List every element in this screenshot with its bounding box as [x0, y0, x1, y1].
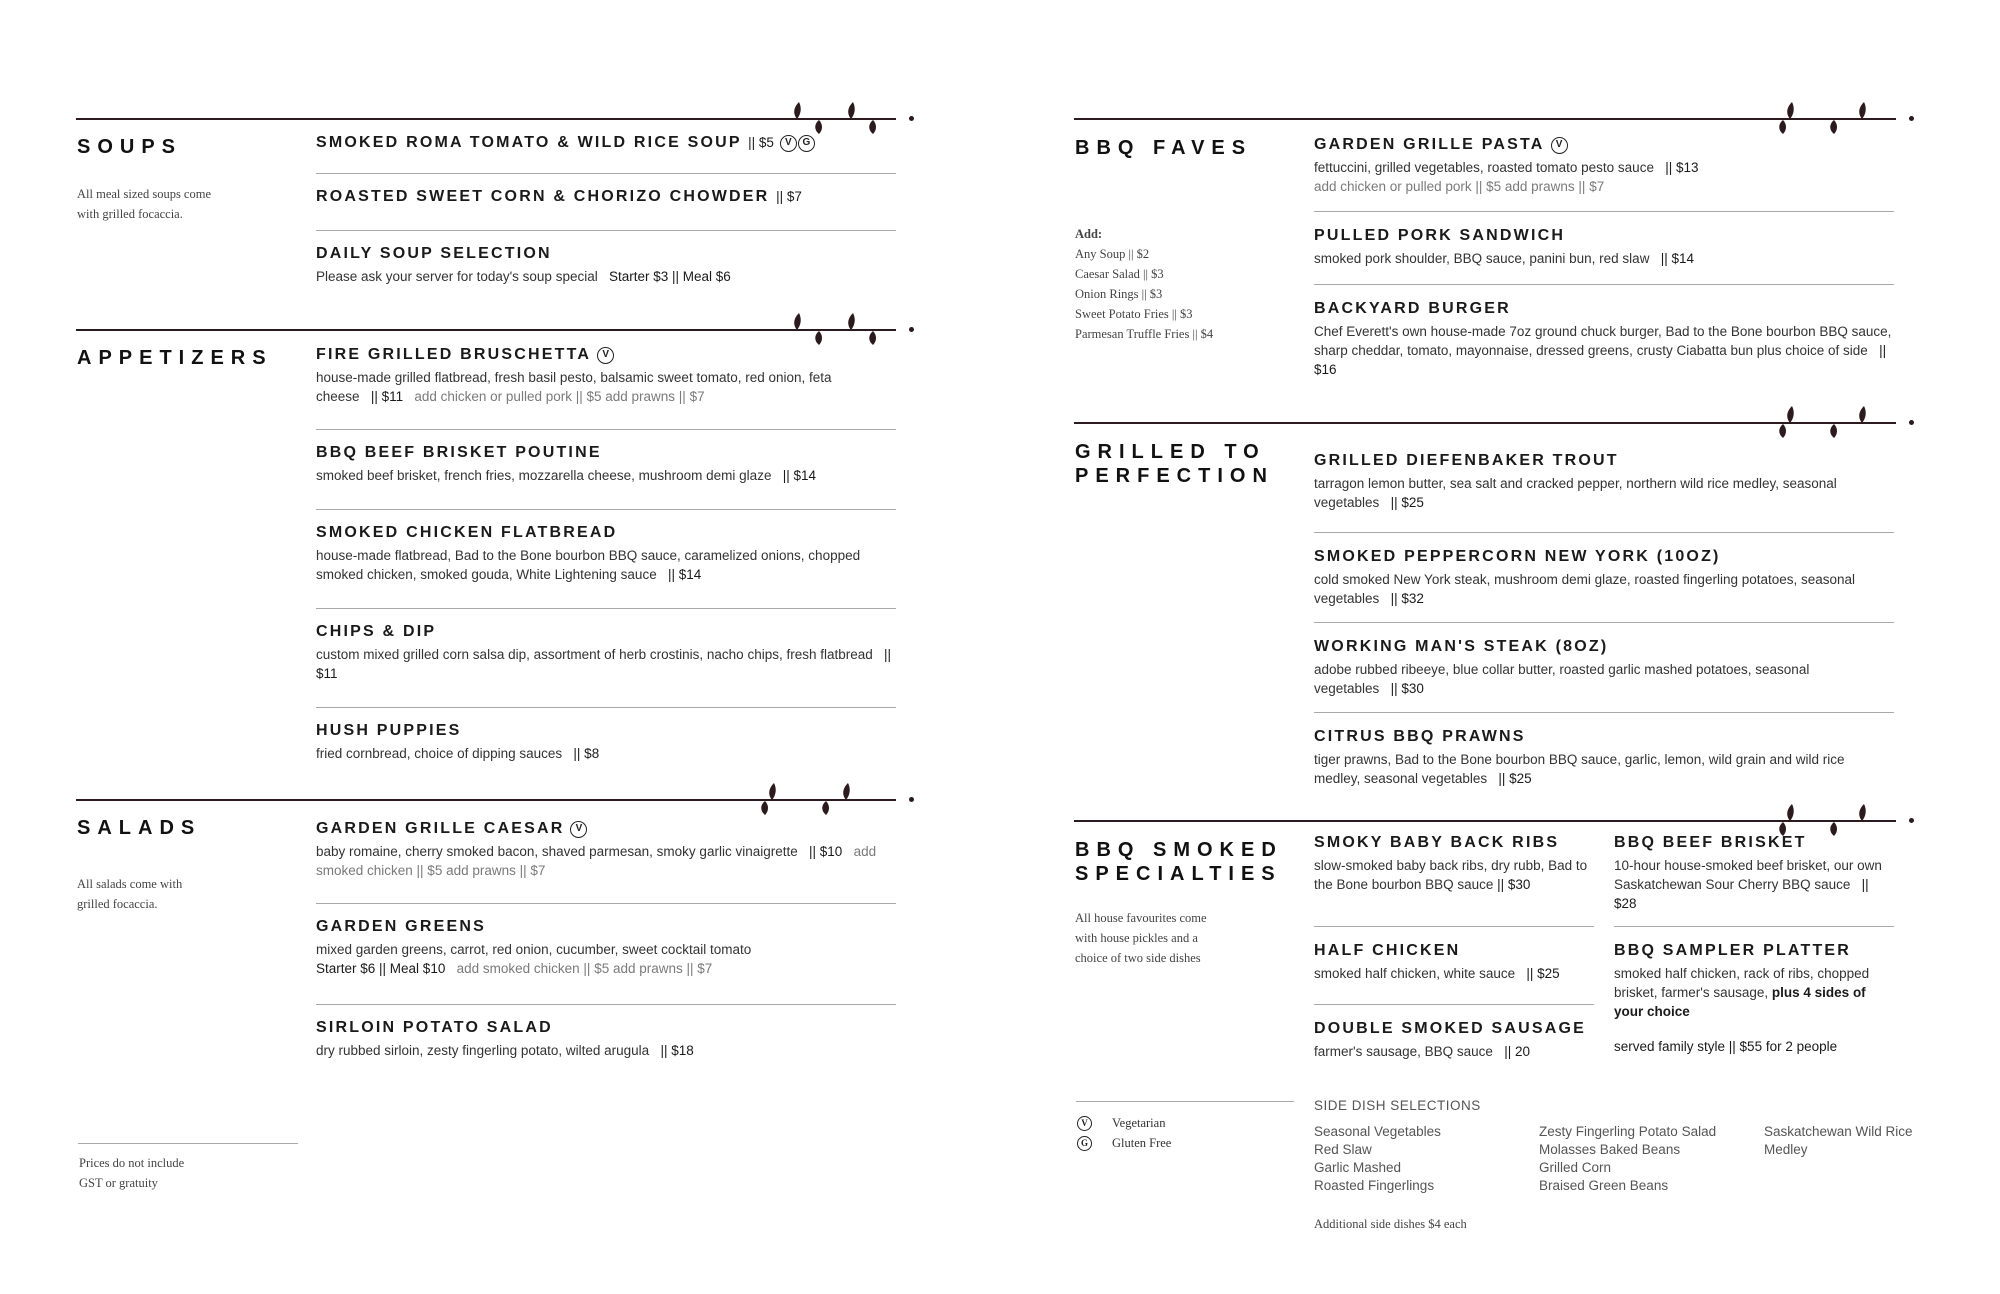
divider	[316, 608, 896, 609]
item-desc: smoked half chicken, white sauce	[1314, 966, 1516, 981]
item-name: CITRUS BBQ PRAWNS	[1314, 728, 1526, 745]
item-name: GRILLED DIEFENBAKER TROUT	[1314, 452, 1619, 469]
item-price: || $14	[667, 567, 702, 582]
item-desc: dry rubbed sirloin, zesty fingerling potato, wilted arugula	[316, 1043, 650, 1058]
item-price: || $28	[1614, 877, 1869, 911]
item-desc: slow-smoked baby back ribs, dry rubb, Bad to the Bone bourbon BBQ sauce	[1314, 858, 1588, 892]
item-name: BBQ SAMPLER PLATTER	[1614, 942, 1852, 959]
gluten-free-icon: G	[798, 135, 815, 152]
item-name: GARDEN GRILLE CAESAR	[316, 820, 565, 837]
section-title-line: SPECIALTIES	[1075, 863, 1282, 885]
add-on-item: Onion Rings || $3	[1075, 287, 1163, 301]
item-price: || $10	[809, 844, 843, 859]
menu-item	[316, 621, 896, 683]
divider	[1314, 622, 1894, 623]
section-note-soups: All meal sized soups come with grilled focaccia.	[77, 187, 211, 221]
item-name: CHIPS & DIP	[316, 623, 437, 640]
item-price: || $14	[1660, 251, 1694, 266]
item-name: ROASTED SWEET CORN & CHORIZO CHOWDER	[316, 188, 770, 205]
add-on-item: Caesar Salad || $3	[1075, 267, 1164, 281]
section-title-salads: SALADS	[77, 817, 202, 839]
item-price: Starter $3 || Meal $6	[608, 269, 731, 284]
item-price: || $13	[1665, 160, 1699, 175]
item-price: || $30	[1390, 681, 1424, 696]
item-price: Starter $6 || Meal $10	[316, 961, 446, 976]
item-desc: house-made grilled flatbread, fresh basil pesto, balsamic sweet tomato, red onion, feta cheese	[316, 370, 832, 404]
item-desc: 10-hour house-smoked beef brisket, our own Saskatchewan Sour Cherry BBQ sauce	[1614, 858, 1882, 892]
divider	[1314, 211, 1894, 212]
divider	[316, 173, 896, 174]
item-addon: add smoked chicken || $5 add prawns || $7	[456, 961, 713, 976]
add-ons-title: Add:	[1075, 227, 1103, 241]
divider	[1076, 1101, 1294, 1102]
add-on-item: Sweet Potato Fries || $3	[1075, 307, 1193, 321]
item-price: || $16	[1314, 343, 1887, 377]
item-price: || 20	[1504, 1044, 1530, 1059]
prices-note: Prices do not include GST or gratuity	[79, 1156, 185, 1190]
item-name: SMOKED ROMA TOMATO & WILD RICE SOUP	[316, 134, 742, 151]
divider	[1314, 1004, 1594, 1005]
menu-item	[1314, 1018, 1594, 1061]
section-title-line: BBQ SMOKED	[1075, 839, 1283, 861]
item-highlight: plus 4 sides of your choice	[1614, 985, 1866, 1019]
item-name: GARDEN GREENS	[316, 918, 486, 935]
section-note-salads: All salads come with grilled focaccia.	[77, 877, 183, 911]
menu-item	[1314, 450, 1894, 512]
item-desc: fried cornbread, choice of dipping sauces	[316, 746, 563, 761]
item-price: || $11	[316, 647, 892, 681]
menu-item	[1314, 134, 1894, 196]
side-dishes-column: Zesty Fingerling Potato Salad Molasses Baked Beans Grilled Corn Braised Green Beans	[1539, 1124, 1717, 1193]
item-desc: custom mixed grilled corn salsa dip, assortment of herb crostinis, nacho chips, fresh flatbread	[316, 647, 873, 662]
menu-item	[316, 522, 896, 584]
vegetarian-icon: V	[1077, 1116, 1092, 1131]
item-name: HALF CHICKEN	[1314, 942, 1461, 959]
divider	[1314, 532, 1894, 533]
item-desc: house-made flatbread, Bad to the Bone bourbon BBQ sauce, caramelized onions, chopped smoked chicken, smoked gouda, White Lightening sauce	[316, 548, 861, 582]
add-on-item: Any Soup || $2	[1075, 247, 1150, 261]
section-title-bbq-faves: BBQ FAVES	[1075, 137, 1253, 159]
item-price: || $5	[748, 135, 774, 150]
item-name: DOUBLE SMOKED SAUSAGE	[1314, 1020, 1586, 1037]
divider	[316, 1004, 896, 1005]
menu-item	[1614, 940, 1894, 1056]
leaf-ornament-icon	[1774, 100, 1884, 136]
item-desc: mixed garden greens, carrot, red onion, cucumber, sweet cocktail tomato	[316, 942, 752, 957]
item-name: WORKING MAN'S STEAK (8OZ)	[1314, 638, 1609, 655]
item-addon: add chicken or pulled pork || $5 add prawns || $7	[414, 389, 705, 404]
menu-item	[316, 1017, 896, 1060]
item-name: GARDEN GRILLE PASTA	[1314, 136, 1545, 153]
item-desc: adobe rubbed ribeeye, blue collar butter, roasted garlic mashed potatoes, seasonal vegetables	[1314, 662, 1810, 696]
add-ons-list	[1075, 224, 1213, 344]
item-price: || $11	[370, 389, 404, 404]
item-price: || $25	[1526, 966, 1560, 981]
item-desc: cold smoked New York steak, mushroom demi glaze, roasted fingerling potatoes, seasonal vegetables	[1314, 572, 1856, 606]
item-price: || $8	[573, 746, 600, 761]
item-name: BBQ BEEF BRISKET POUTINE	[316, 444, 602, 461]
menu-item	[1314, 546, 1894, 608]
item-name: HUSH PUPPIES	[316, 722, 462, 739]
divider	[1314, 712, 1894, 713]
side-dishes-footer: Additional side dishes $4 each	[1314, 1217, 1467, 1231]
item-desc: smoked pork shoulder, BBQ sauce, panini bun, red slaw	[1314, 251, 1650, 266]
divider	[316, 903, 896, 904]
divider	[316, 707, 896, 708]
item-price: || $25	[1498, 771, 1532, 786]
vegetarian-icon: V	[1551, 137, 1568, 154]
menu-item	[1314, 225, 1894, 268]
item-price: || $7	[776, 189, 802, 204]
menu-item	[316, 344, 896, 406]
menu-item	[316, 243, 896, 286]
divider	[1314, 926, 1594, 927]
section-title-line: GRILLED TO	[1075, 441, 1266, 463]
item-name: FIRE GRILLED BRUSCHETTA	[316, 346, 592, 363]
menu-item	[1314, 726, 1894, 788]
item-price: served family style || $55 for 2 people	[1614, 1039, 1838, 1054]
item-name: BBQ BEEF BRISKET	[1614, 834, 1807, 851]
item-desc: fettuccini, grilled vegetables, roasted tomato pesto sauce	[1314, 160, 1654, 175]
divider	[1314, 284, 1894, 285]
section-title-appetizers: APPETIZERS	[77, 347, 273, 369]
item-name: BACKYARD BURGER	[1314, 300, 1511, 317]
menu-item	[316, 442, 896, 485]
menu-item	[316, 186, 896, 208]
item-desc: tarragon lemon butter, sea salt and cracked pepper, northern wild rice medley, seasonal vegetables	[1314, 476, 1837, 510]
vegetarian-icon: V	[570, 821, 587, 838]
divider	[316, 509, 896, 510]
vegetarian-icon: V	[780, 135, 797, 152]
menu-item	[1614, 832, 1894, 913]
item-price: || $30	[1497, 877, 1531, 892]
menu-item	[1314, 636, 1894, 698]
item-desc: tiger prawns, Bad to the Bone bourbon BBQ sauce, garlic, lemon, wild grain and wild rice medley, seasonal vegetables	[1314, 752, 1845, 786]
side-dishes-title: SIDE DISH SELECTIONS	[1314, 1098, 1481, 1113]
section-title-grilled	[1075, 440, 1274, 488]
item-price: || $32	[1390, 591, 1424, 606]
item-addon: add smoked chicken || $5 add prawns || $7	[316, 844, 877, 878]
item-desc: smoked beef brisket, french fries, mozzarella cheese, mushroom demi glaze	[316, 468, 772, 483]
item-name: SMOKY BABY BACK RIBS	[1314, 834, 1560, 851]
item-name: DAILY SOUP SELECTION	[316, 245, 552, 262]
side-dish-selections	[1314, 1097, 1944, 1233]
dietary-legend	[1077, 1113, 1171, 1153]
leaf-ornament-icon	[781, 311, 891, 347]
menu-item	[316, 916, 896, 978]
legend-label: Vegetarian	[1112, 1115, 1166, 1130]
item-price: || $25	[1390, 495, 1424, 510]
divider	[316, 230, 896, 231]
item-name: SIRLOIN POTATO SALAD	[316, 1019, 553, 1036]
section-title-line: PERFECTION	[1075, 465, 1274, 487]
divider	[316, 429, 896, 430]
item-price: || $18	[660, 1043, 694, 1058]
vegetarian-icon: V	[597, 347, 614, 364]
item-desc: baby romaine, cherry smoked bacon, shaved parmesan, smoky garlic vinaigrette	[316, 844, 798, 859]
section-title-soups: SOUPS	[77, 136, 183, 158]
side-dishes-column: Saskatchewan Wild Rice Medley	[1764, 1124, 1913, 1157]
item-desc: farmer's sausage, BBQ sauce	[1314, 1044, 1493, 1059]
leaf-ornament-icon	[1774, 404, 1884, 440]
item-name: SMOKED PEPPERCORN NEW YORK (10OZ)	[1314, 548, 1721, 565]
item-price: || $14	[782, 468, 817, 483]
item-name: SMOKED CHICKEN FLATBREAD	[316, 524, 618, 541]
menu-item	[1314, 832, 1594, 894]
item-name: PULLED PORK SANDWICH	[1314, 227, 1566, 244]
legend-label: Gluten Free	[1112, 1135, 1172, 1150]
gluten-free-icon: G	[1077, 1136, 1092, 1151]
section-title-smoked	[1075, 838, 1283, 886]
item-addon: add chicken or pulled pork || $5 add prawns || $7	[1314, 179, 1605, 194]
leaf-ornament-icon	[756, 781, 896, 817]
divider	[1614, 926, 1894, 927]
menu-item	[316, 720, 896, 763]
leaf-ornament-icon	[781, 100, 891, 136]
menu-item	[1314, 298, 1894, 379]
section-note-smoked: All house favourites come with house pickles and a choice of two side dishes	[1075, 911, 1207, 965]
item-desc: Please ask your server for today's soup special	[316, 269, 598, 284]
menu-item	[316, 818, 896, 880]
menu-item	[316, 132, 896, 154]
item-desc: smoked half chicken, rack of ribs, chopped brisket, farmer's sausage,	[1614, 966, 1870, 1000]
add-on-item: Parmesan Truffle Fries || $4	[1075, 327, 1214, 341]
side-dishes-column: Seasonal Vegetables Red Slaw Garlic Mashed Roasted Fingerlings	[1314, 1124, 1441, 1193]
menu-item	[1314, 940, 1594, 983]
divider	[78, 1143, 298, 1144]
item-desc: Chef Everett's own house-made 7oz ground chuck burger, Bad to the Bone bourbon BBQ sauce, sharp cheddar, tomato, mayonnaise, dressed greens, crusty Ciabatta bun plus choice of side	[1314, 324, 1892, 358]
